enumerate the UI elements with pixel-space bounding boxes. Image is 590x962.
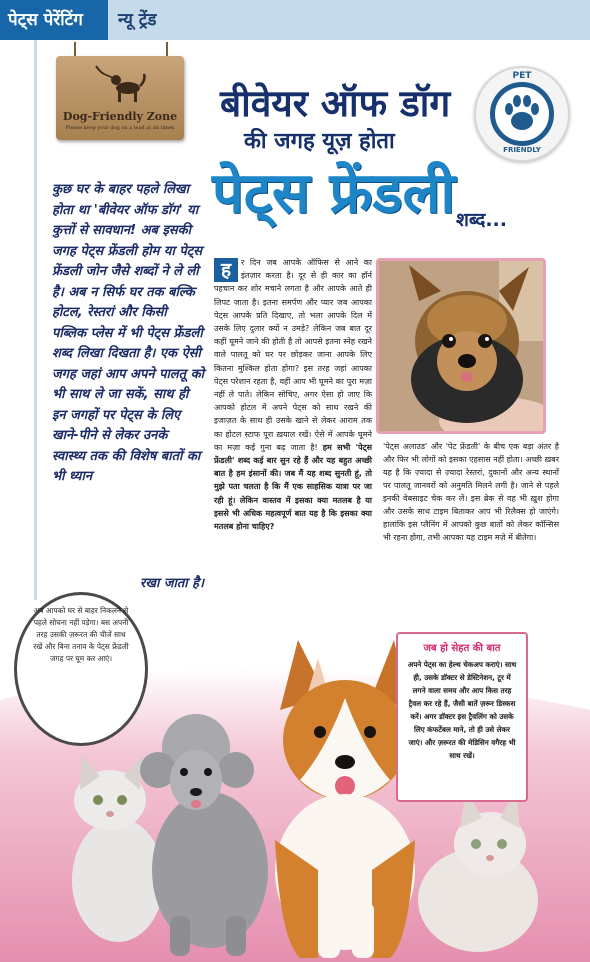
headline-line-1: बीवेयर ऑफ डॉग: [220, 82, 451, 125]
intro-text: कुछ घर के बाहर पहले लिखा होता था 'बीवेयर ऑफ डॉग' या कुत्तों से सावधान! अब इसकी जगह पेट्स फ्रेंडली होम या पेट्स फ्रेंडली जोन जैसे शब्दों ने ले ली है। अब न सिर्फ घर तक बल्कि होटल, रेस्तरां और किसी पब्लिक प्लेस में भी पेट्स फ्रेंडली शब्द लिखा दिखता है। एक ऐसी जगह जहां आप अपने पालतू को भी साथ ले जा सकें, साथ ही इन जगहों पर पेट्स के लिए खाने-पीने से लेकर उनके स्वास्थ्य तक की विशेष बातों का भी ध्यान: [52, 182, 204, 484]
left-divider: [34, 40, 37, 600]
headline-suffix: शब्द...: [456, 209, 507, 231]
badge-top-text: PET: [512, 71, 532, 81]
headline-line-3: पेट्स फ्रेंडली: [212, 161, 455, 226]
body-paragraph-2: हम सभी 'पेट्स फ्रेंडली' शब्द कई बार सुन रहे हैं और यह बहुत अच्छी बात है हम इंसानों की। जब मैं यह शब्द सुनती हूं, तो मुझे पता चलता है कि मैं एक साहसिक यात्रा पर जा रही हूं। लेकिन वास्तव में इसका क्या मतलब है या इससे भी अधिक महत्वपूर्ण बात यह है कि इसका क्या मतलब होना चाहिए?: [214, 442, 372, 532]
badge-ring: [490, 82, 554, 146]
yorkie-dog-image: [379, 261, 546, 434]
dropcap: ह: [214, 258, 238, 282]
section-subtitle: न्यू ट्रेंड: [118, 10, 157, 30]
tip-bubble: अब आपको घर से बाहर निकलने से पहले सोचना नहीं पड़ेगा। बस अपनी तरह उसकी ज़रूरत की चीजें साथ रखें और बिना तनाव के पेट्स फ्रेंडली जगह पर घूम कर आएं।: [14, 592, 148, 746]
sign-subtitle: Please keep your dog on a lead at all times: [65, 125, 175, 131]
body-paragraph-1: र दिन जब आपके ऑफिस से आने का इंतज़ार करता है। दूर से ही कार का हॉर्न पहचान कर शोर मचाने लगता है और आपके आते ही लिपट जाता है। इतना समर्पण और प्यार जब आपका पेट्स आपके प्रति दिखाए, तो भला आपके दिल में उसके लिए दुलार क्यों न उमड़े? लेकिन जब बात दूर कहीं घूमने जाने की होती है तो आपसे इतना स्नेह रखने वाले पालतू को घर पर छोड़कर जाना आपके लिए कितना मुश्किल होता होगा? इस तरह जहां आपका पेट्स परेशान रहता है, वहीं आप भी घूमने का पूरा मज़ा नहीं ले पाते। लेकिन सोचिए, अगर ऐसा हो जाए कि आपको होटल में अपने पेट्स को साथ रखने की इजाज़त के साथ ही उसके खाने से लेकर आराम तक का होटल स्टाफ पूरा ख़याल रखें। ऐसे में आपके घूमने का मज़ा कई गुना बढ़ जाता है!: [214, 258, 372, 452]
dog-friendly-sign: [56, 56, 184, 140]
sign-title: Dog-Friendly Zone: [62, 110, 178, 123]
pet-friendly-badge: [474, 66, 570, 162]
section-header: [0, 0, 590, 40]
yorkie-photo: [376, 258, 546, 434]
intro-last-line: रखा जाता है।: [140, 576, 204, 591]
dog-on-leash-icon: [90, 62, 150, 106]
headline-line-2: की जगह यूज़ होता: [244, 129, 395, 154]
paw-icon: [495, 87, 549, 141]
section-tag: पेट्स पेरेंटिंग: [0, 0, 108, 40]
right-column-text: 'पेट्स अलाउड' और 'पेट फ्रेंडली' के बीच एक बड़ा अंतर है और फिर भी लोगों को इसका एहसास नहीं होता। अच्छी ख़बर यह है कि ज़्यादा से ज़्यादा रेस्तरां, दुकानों और अन्य स्थानों पर पालतू जानवरों को अनुमति मिलने लगी है। जाने से पहले इनकी वेबसाइट चेक कर लें। इस ब्रेक से वह भी ख़ुश होगा और उसके साथ टाइम बिताकर आप भी रिलैक्स हो जाएंगे। हालांकि इस प्लैनिंग में आपको कुछ बातों को लेकर कॉन्सिस भी रहना होगा, तभी आपका यह टाइम मज़े में बीतेगा।: [383, 442, 559, 542]
health-box: [396, 632, 528, 802]
health-box-title: जब हो सेहत की बात: [423, 643, 501, 654]
body-column: [214, 256, 372, 533]
health-box-text: अपने पेट्स का हेल्थ चेकअप कराएं। साथ ही, उसके डॉक्टर से डेस्टिनेशन, टूर में लगने वाला समय और आप किस तरह ट्रैवल कर रहे हैं, जैसी बातें ज़रूर डिस्कस करें। अगर डॉक्टर इस ट्रैवलिंग को उसके लिए कंफर्टेबल माने, तो ही उसे लेकर जाएं। और ज़रूरत की मेडिसिन वगैरह भी साथ रखें।: [407, 660, 517, 760]
badge-bottom-text: FRIENDLY: [503, 146, 541, 154]
